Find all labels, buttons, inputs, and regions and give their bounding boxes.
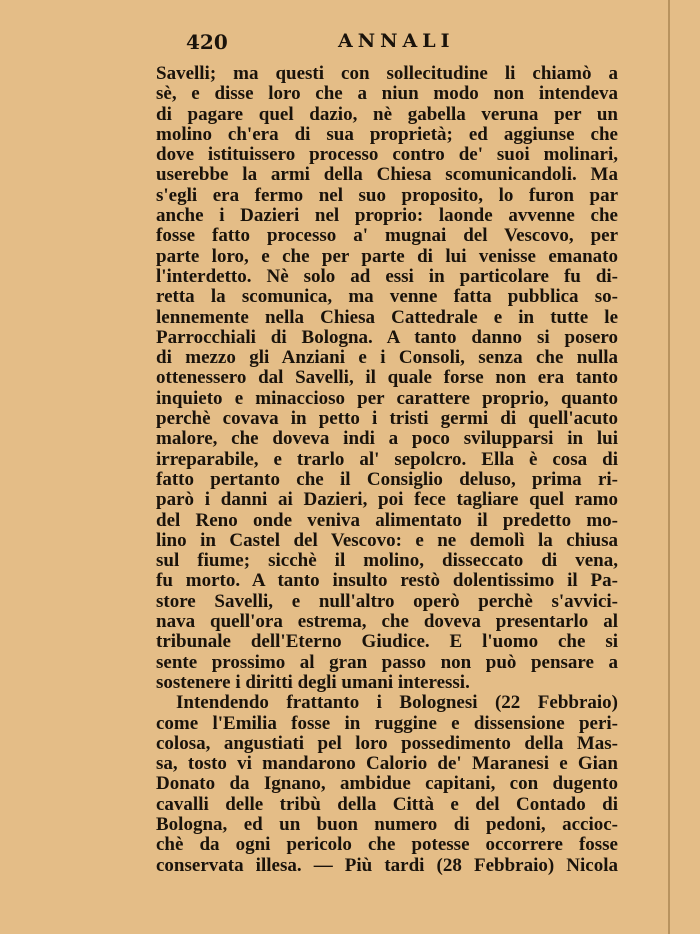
- text-line: Bologna, ed un buon numero di pedoni, accioc-: [156, 813, 618, 835]
- text-line: chè da ogni pericolo che potesse occorrere fosse: [156, 834, 618, 856]
- paragraph-start-line: Intendendo frattanto i Bolognesi (22 Febbraio): [176, 692, 618, 714]
- text-line: colosa, angustiati pel loro possedimento della Mas-: [156, 732, 618, 754]
- text-line: s'egli era fermo nel suo proposito, lo furon par: [156, 184, 618, 206]
- text-line: malore, che doveva indi a poco svilupparsi in lui: [156, 428, 618, 450]
- page-number: 420: [186, 30, 228, 54]
- text-line: sente prossimo al gran passo non può pensare a: [156, 651, 618, 673]
- text-line: dove istituissero processo contro de' suoi molinari,: [156, 144, 618, 166]
- text-line: sa, tosto vi mandarono Calorio de' Maranesi e Gian: [156, 753, 618, 775]
- text-line: parte loro, e che per parte di lui venisse emanato: [156, 245, 618, 267]
- text-line: irreparabile, e trarlo al' sepolcro. Ella è cosa di: [156, 448, 618, 470]
- text-line: inquieto e minaccioso per carattere proprio, quanto: [156, 387, 618, 409]
- paragraph-end-line: sostenere i diritti degli umani interessi.: [156, 671, 470, 693]
- text-line: di mezzo gli Anziani e i Consoli, senza che nulla: [156, 347, 618, 369]
- text-line: del Reno onde veniva alimentato il predetto mo-: [156, 509, 618, 531]
- text-line: conservata illesa. — Più tardi (28 Febbraio) Nicola: [156, 854, 618, 876]
- text-line: nava quell'ora estrema, che doveva presentarlo al: [156, 611, 618, 633]
- text-line: cavalli delle tribù della Città e del Contado di: [156, 793, 618, 815]
- text-line: Donato da Ignano, ambidue capitani, con dugento: [156, 773, 618, 795]
- page-edge-line: [668, 0, 670, 934]
- text-line: store Savelli, e null'altro operò perchè s'avvici-: [156, 590, 618, 612]
- running-title: ANNALI: [338, 30, 455, 52]
- text-line: come l'Emilia fosse in ruggine e dissensione peri-: [156, 712, 618, 734]
- text-line: l'interdetto. Nè solo ad essi in particolare fu di-: [156, 265, 618, 287]
- text-line: ottenessero dal Savelli, il quale forse non era tanto: [156, 367, 618, 389]
- text-line: parò i danni ai Dazieri, poi fece tagliare quel ramo: [156, 489, 618, 511]
- text-line: di pagare quel dazio, nè gabella veruna per un: [156, 103, 618, 125]
- text-line: anche i Dazieri nel proprio: laonde avvenne che: [156, 205, 618, 227]
- text-line: molino ch'era di sua proprietà; ed aggiunse che: [156, 123, 618, 145]
- text-line: perchè covava in petto i tristi germi di quell'acuto: [156, 408, 618, 430]
- text-line: tribunale dell'Eterno Giudice. E l'uomo che si: [156, 631, 618, 653]
- text-line: sè, e disse loro che a niun modo non intendeva: [156, 83, 618, 105]
- body-text: [156, 64, 618, 876]
- text-line: lennemente nella Chiesa Cattedrale e in tutte le: [156, 306, 618, 328]
- text-line: lino in Castel del Vescovo: e ne demolì la chiusa: [156, 529, 618, 551]
- text-line: fosse fatto processo a' mugnai del Vescovo, per: [156, 225, 618, 247]
- text-line: sul fiume; sicchè il molino, disseccato di vena,: [156, 550, 618, 572]
- page-header: [186, 30, 616, 56]
- text-line: userebbe la armi della Chiesa scomunicandoli. Ma: [156, 164, 618, 186]
- text-line: fu morto. A tanto insulto restò dolentissimo il Pa-: [156, 570, 618, 592]
- text-line: Savelli; ma questi con sollecitudine li chiamò a: [156, 63, 618, 84]
- text-line: Parrocchiali di Bologna. A tanto danno si posero: [156, 326, 618, 348]
- text-line: fatto pertanto che il Consiglio deluso, prima ri-: [156, 468, 618, 490]
- text-line: retta la scomunica, ma venne fatta pubblica so-: [156, 286, 618, 308]
